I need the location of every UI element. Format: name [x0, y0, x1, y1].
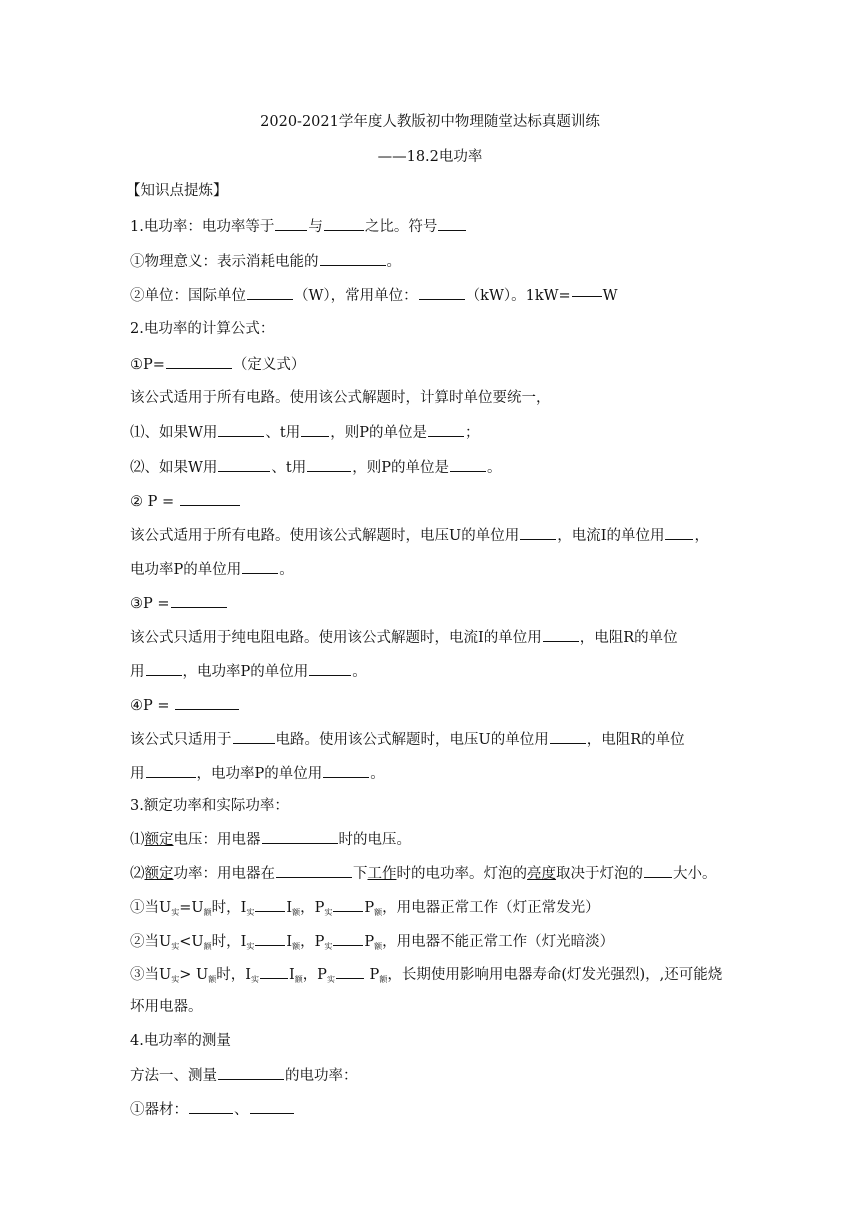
paragraph-5: ①P= （定义式） [130, 354, 740, 375]
paragraph-21: ①当$U_实=U_额$时，$I_实$ $I_额$，$P_实$ $P_额$，用电器正常工作（灯正常发光） [130, 897, 740, 923]
blank [146, 763, 196, 778]
paragraph-4: 2.电功率的计算公式： [130, 321, 275, 337]
blank [333, 931, 363, 946]
paragraph-13: 该公式只适用于纯电阻电路。使用该公式解题时，电流I的单位用 ，电阻R的单位 [130, 627, 740, 648]
document-subtitle: ——18.2电功率 [377, 149, 483, 165]
blank [175, 695, 239, 710]
blank [171, 593, 227, 608]
paragraph-26: 方法一、测量 的电功率： [130, 1065, 740, 1086]
paragraph-8: ⑵、如果W用 、t用 ，则P的单位是 。 [130, 457, 740, 478]
paragraph-9: ② P = [130, 491, 740, 512]
blank [242, 559, 278, 574]
paragraph-2: ①物理意义：表示消耗电能的 。 [130, 251, 740, 272]
paragraph-3: ②单位：国际单位 （W），常用单位： （kW）。1kW= W [130, 285, 740, 306]
blank [550, 729, 586, 744]
blank [262, 829, 338, 844]
blank [428, 422, 464, 437]
dash-blank [572, 296, 602, 297]
paragraph-6: 该公式适用于所有电路。使用该公式解题时，计算时单位要统一， [130, 390, 551, 406]
blank [419, 285, 465, 300]
document-title: 2020-2021学年度人教版初中物理随堂达标真题训练 [260, 114, 600, 130]
blank [255, 897, 285, 912]
blank [336, 964, 364, 979]
paragraph-12: ③P = [130, 593, 740, 614]
paragraph-19: ⑴额定电压：用电器 时的电压。 [130, 829, 740, 850]
paragraph-1: 1.电功率：电功率等于 与 之比。符号 [130, 216, 740, 237]
blank [275, 216, 307, 231]
paragraph-22: ②当$U_实<U_额$时，$I_实$ $I_额$，$P_实$ $P_额$，用电器不能正常工作（灯光暗淡） [130, 931, 740, 957]
blank [146, 661, 182, 676]
paragraph-25: 4.电功率的测量 [130, 1033, 231, 1049]
paragraph-23: ③当$U_实> U_额$时，$I_实$ $I_额$，$P_实$ $P_额$，长期使用影响用电器寿命(灯发光强烈)，,还可能烧 [130, 964, 740, 990]
blank [323, 763, 369, 778]
blank [301, 422, 329, 437]
paragraph-7: ⑴、如果W用 、t用 ，则P的单位是 ； [130, 422, 740, 443]
blank [218, 422, 264, 437]
paragraph-15: ④P = [130, 695, 740, 716]
blank [233, 729, 275, 744]
paragraph-16: 该公式只适用于 电路。使用该公式解题时，电压U的单位用 ，电阻R的单位 [130, 729, 740, 750]
blank [218, 1065, 284, 1080]
blank [520, 525, 556, 540]
paragraph-18: 3.额定功率和实际功率： [130, 798, 289, 814]
paragraph-14: 用 ，电功率P的单位用 。 [130, 661, 740, 682]
blank [247, 285, 293, 300]
blank [166, 354, 232, 369]
blank [276, 863, 352, 878]
blank [189, 1099, 233, 1114]
section-header: 【知识点提炼】 [126, 183, 228, 199]
paragraph-24: 坏用电器。 [130, 999, 203, 1015]
paragraph-27: ①器材： 、 [130, 1099, 740, 1120]
blank [665, 525, 693, 540]
blank [255, 931, 285, 946]
blank [180, 491, 240, 506]
blank [333, 897, 363, 912]
blank [250, 1099, 294, 1114]
paragraph-10: 该公式适用于所有电路。使用该公式解题时，电压U的单位用 ，电流I的单位用 ， [130, 525, 740, 546]
blank [309, 661, 351, 676]
blank [324, 216, 364, 231]
blank [644, 863, 672, 878]
blank [438, 216, 466, 231]
blank [307, 457, 351, 472]
blank [450, 457, 486, 472]
paragraph-11: 电功率P的单位用 。 [130, 559, 740, 580]
paragraph-17: 用 ，电功率P的单位用 。 [130, 763, 740, 784]
paragraph-20: ⑵额定功率：用电器在 下工作时的电功率。灯泡的亮度取决于灯泡的 大小。 [130, 863, 740, 884]
blank [260, 964, 288, 979]
blank [320, 251, 386, 266]
blank [218, 457, 270, 472]
blank [543, 627, 579, 642]
